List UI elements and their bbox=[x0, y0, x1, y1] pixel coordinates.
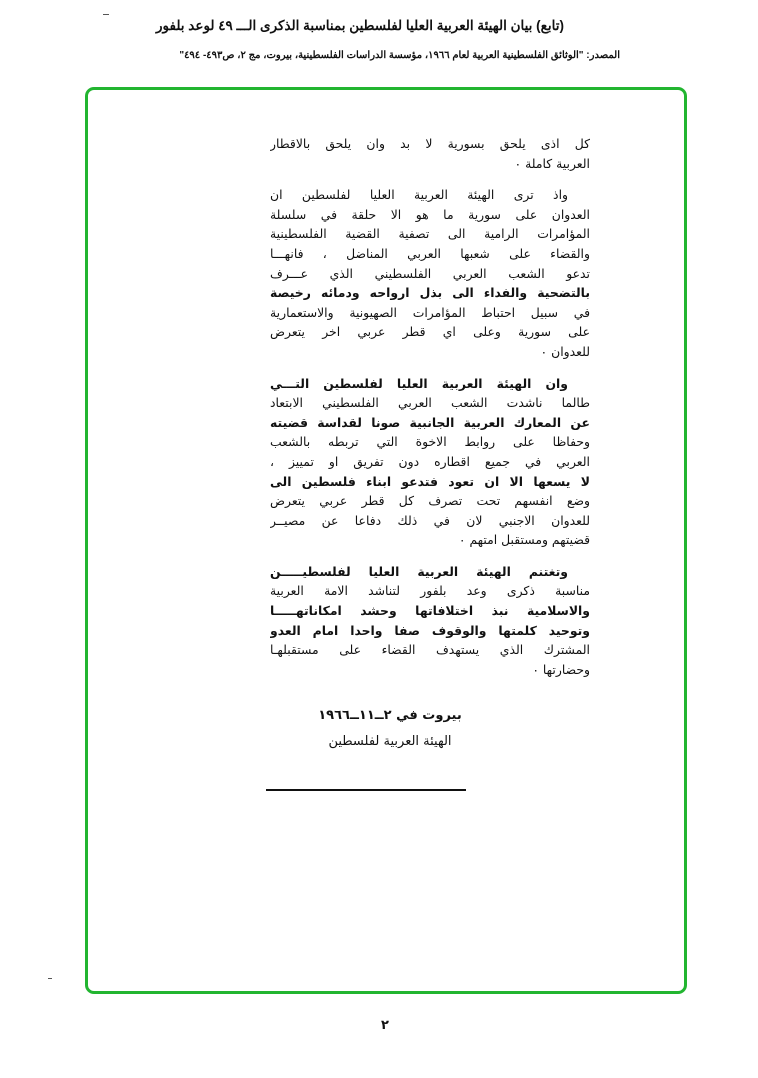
text-line: كل اذى يلحق بسورية لا بد وان يلحق بالاقطار bbox=[270, 136, 590, 151]
text-line: وحضارتها ٠ bbox=[532, 661, 590, 677]
text-line: وحفاظا على روابط الاخوة التي تربطه بالشعب bbox=[270, 434, 590, 450]
text-line: تدعو الشعب العربي الفلسطيني الذي عـــرف bbox=[270, 265, 590, 281]
paragraph-2 bbox=[270, 185, 590, 361]
text-line: بالتضحية والفداء الى بذل ارواحه ودمائه رخيصة bbox=[270, 285, 590, 301]
text-line: مناسبة ذكرى وعد بلفور لتناشد الامة العربية bbox=[270, 583, 590, 599]
signature-place-date: بيروت في ٢ــ١١ــ١٩٦٦ bbox=[318, 708, 462, 723]
text-line: للعدوان الاجنبي لان في ذلك دفاعا عن مصيــر bbox=[270, 512, 590, 528]
text-line: للعدوان ٠ bbox=[540, 343, 590, 359]
letter-body bbox=[270, 134, 590, 679]
text-line: والقضاء على شعبها العربي المناضل ، فانهـــا bbox=[270, 245, 590, 261]
signature-organization: الهيئة العربية لفلسطين bbox=[328, 734, 452, 749]
text-line: المؤامرات الرامية الى تصفية القضية الفلسطينية bbox=[270, 226, 590, 242]
text-line: في سبيل احتباط المؤامرات الصهيونية والاستعمارية bbox=[270, 304, 590, 320]
text-line: العدوان على سورية ما هو الا حلقة في سلسلة bbox=[270, 206, 590, 222]
text-line: والاسلامية نبذ اختلافاتها وحشد امكاناتهـــــا bbox=[270, 603, 590, 619]
scan-mark bbox=[48, 978, 52, 979]
closing-rule bbox=[266, 789, 466, 791]
text-line: طالما ناشدت الشعب العربي الفلسطيني الابتعاد bbox=[270, 395, 590, 411]
text-line: على سورية وعلى اي قطر عربي اخر يتعرض bbox=[270, 324, 590, 340]
text-line: وضع انفسهم تحت تصرف كل قطر عربي يتعرض bbox=[270, 493, 590, 509]
text-line: العربية كاملة ٠ bbox=[514, 155, 590, 171]
document-title: (تابع) بيان الهيئة العربية العليا لفلسطين بمناسبة الذكرى الـــ ٤٩ لوعد بلفور bbox=[156, 18, 564, 33]
document-source: المصدر: "الوثائق الفلسطينية العربية لعام ١٩٦٦، مؤسسة الدراسات الفلسطينية، بيروت، مج ٢، ص٤٩٣- ٤٩٤" bbox=[179, 50, 620, 61]
page-number: ٢ bbox=[381, 1018, 389, 1033]
text-line: عن المعارك العربية الجانبية صونا لقداسة قضيته bbox=[270, 414, 590, 430]
text-line: العربي في جميع اقطاره دون تفريق او تمييز ، bbox=[270, 453, 590, 469]
text-line: واذ ترى الهيئة العربية العليا لفلسطين ان bbox=[270, 187, 568, 203]
paragraph-3 bbox=[270, 374, 590, 550]
scan-mark bbox=[103, 14, 109, 15]
paragraph-4 bbox=[270, 562, 590, 680]
text-line: وان الهيئة العربية العليا لفلسطين التـــي bbox=[270, 375, 568, 391]
text-line: قضيتهم ومستقبل امتهم ٠ bbox=[458, 532, 590, 548]
paragraph-1 bbox=[270, 134, 590, 173]
text-line: لا يسعها الا ان تعود فتدعو ابناء فلسطين الى bbox=[270, 473, 590, 489]
text-line: وتوحيد كلمتها والوقوف صفا واحدا امام العدو bbox=[270, 622, 590, 638]
text-line: وتغتنم الهيئة العربية العليا لفلسطيـــــن bbox=[270, 563, 568, 579]
text-line: المشترك الذي يستهدف القضاء على مستقبلهـا bbox=[270, 642, 590, 658]
